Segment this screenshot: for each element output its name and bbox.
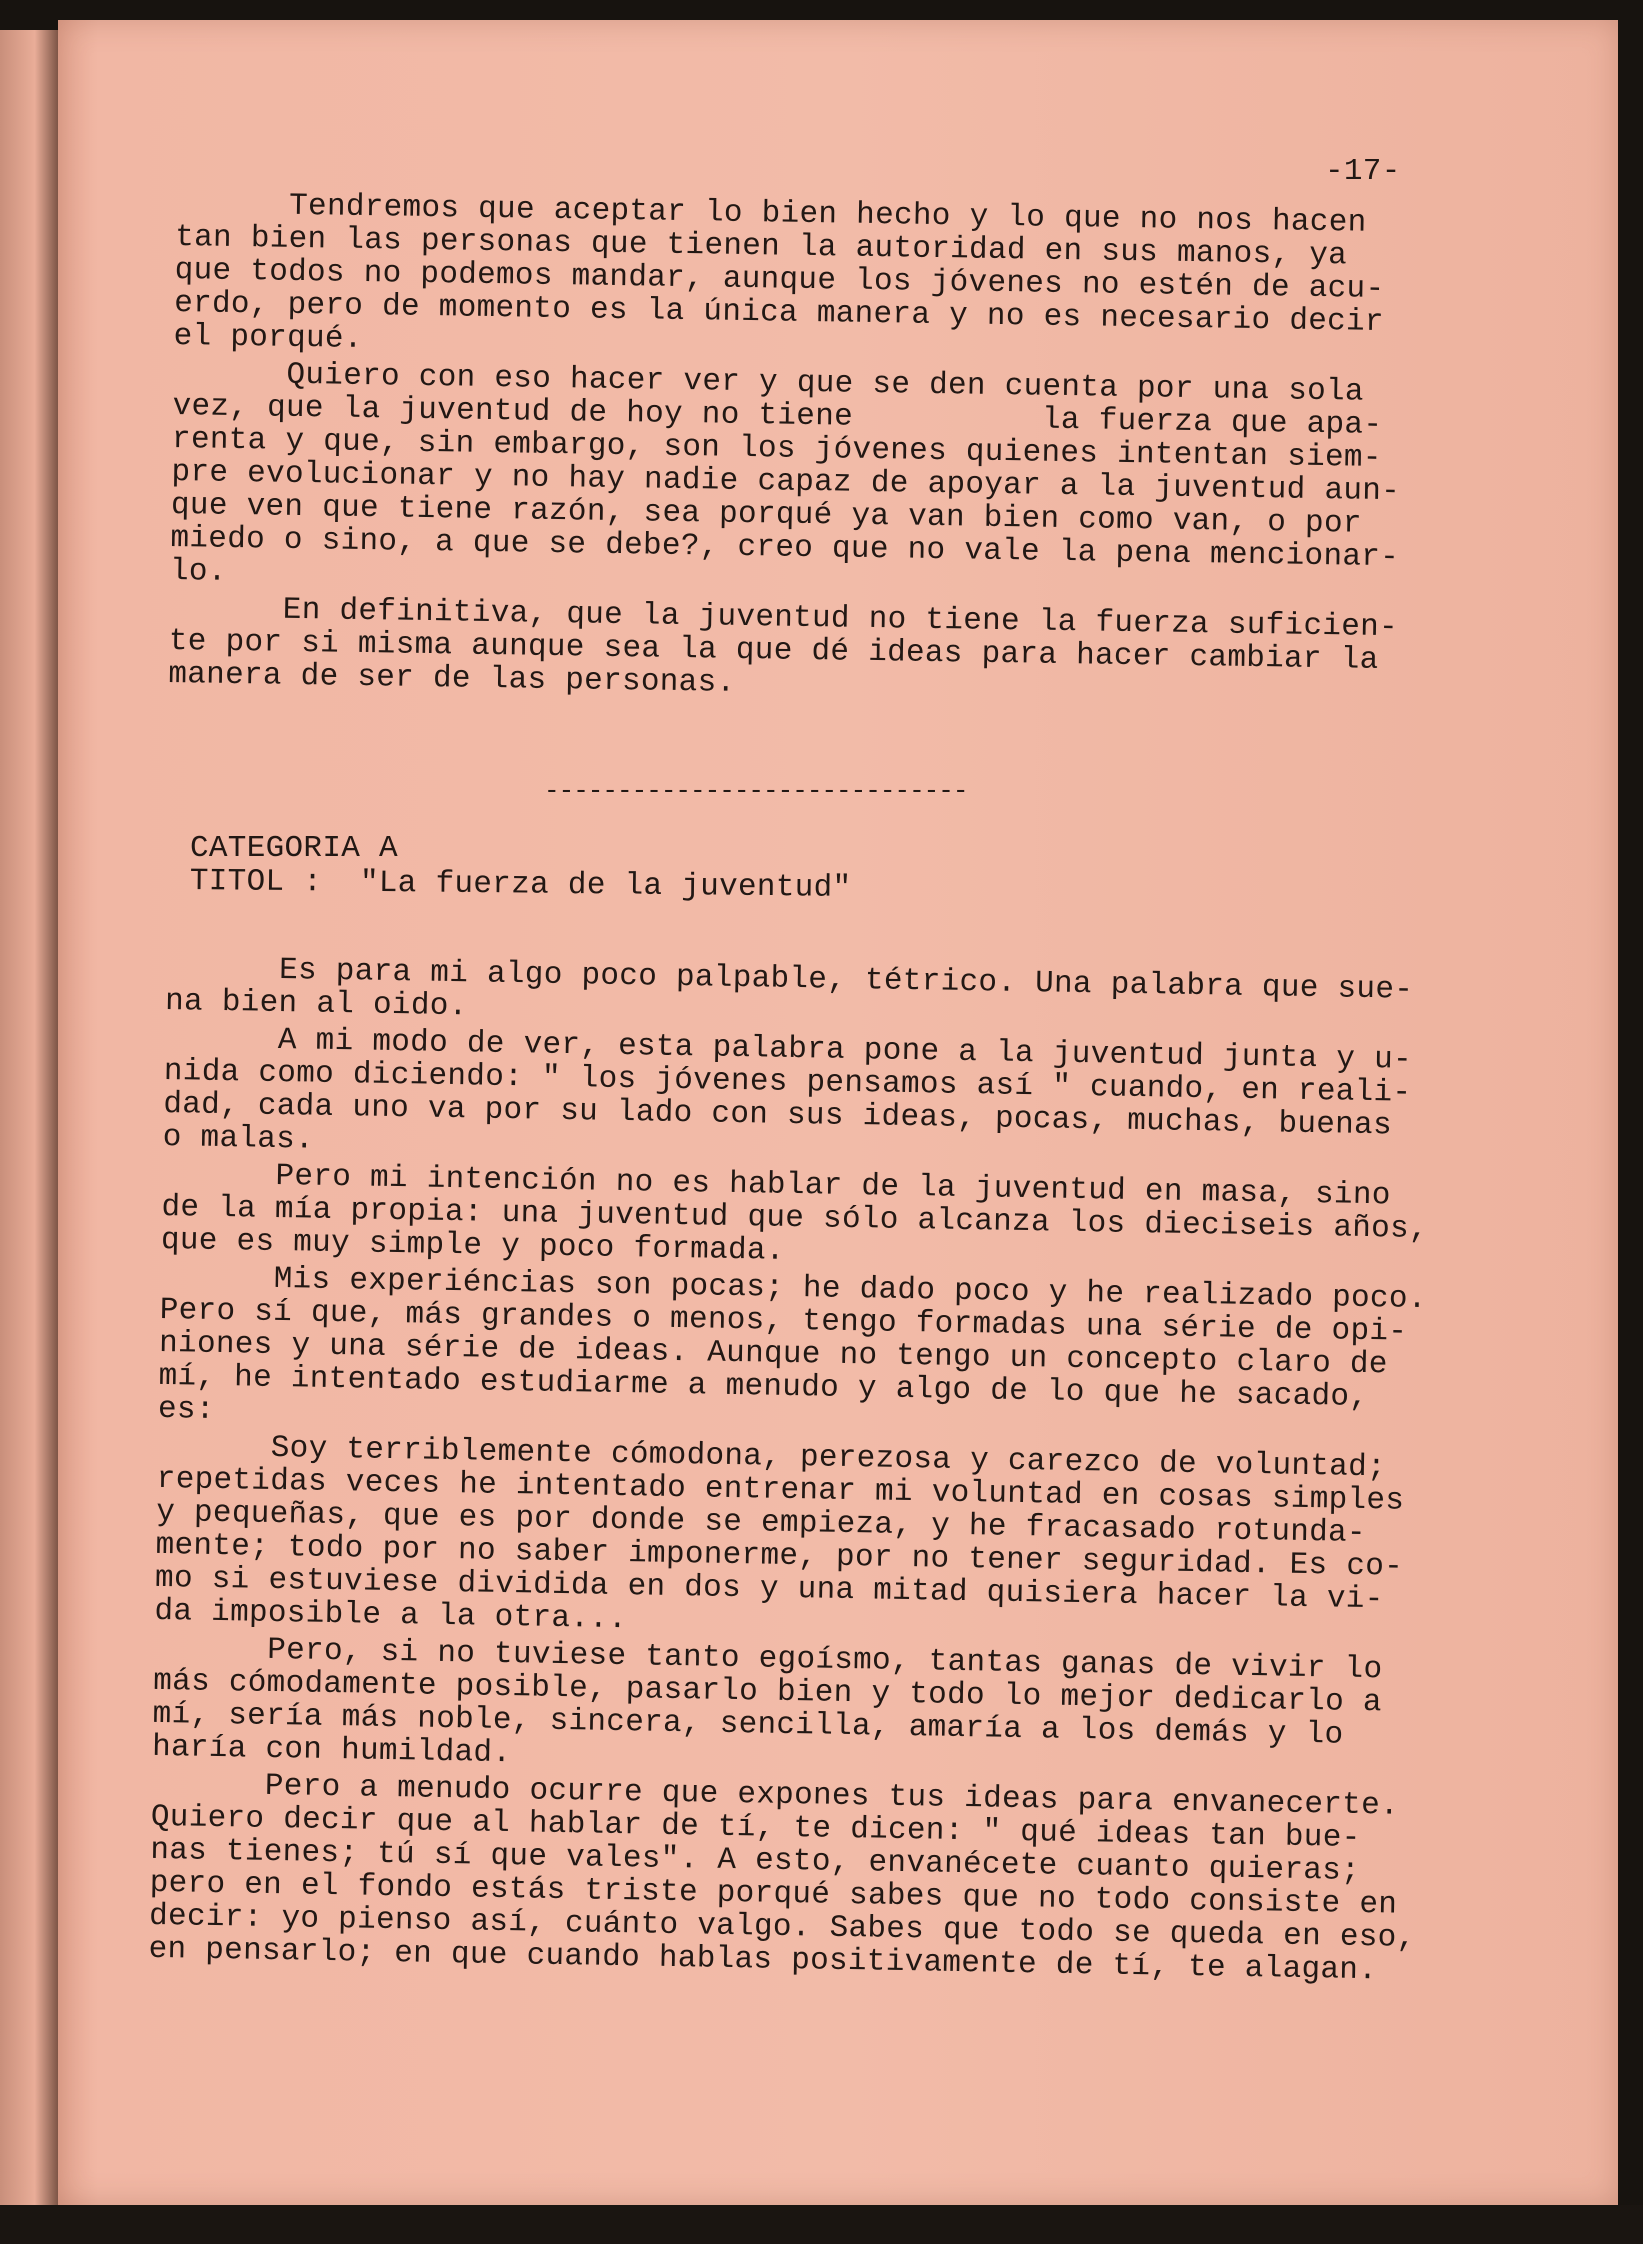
paragraph: En definitiva, que la juventud no tiene la fuerza suficien- te por si misma aunque sea la que dé ideas para hacer cambiar la manera de ser de las personas.: [168, 590, 1399, 701]
paragraph: Pero mi intención no es hablar de la juventud en masa, sino de la mía propia: una juventud que sólo alcanza los dieciseis años, que es muy simple y poco formada.: [160, 1156, 1429, 1269]
essay-section-previous: [168, 188, 1405, 714]
paragraph: Mis experiéncias son pocas; he dado poco y he realizado poco. Pero sí que, más grandes o menos, tengo formadas una série de opi- niones y una série de ideas. Aunque no tengo un concepto claro de mí, he intentado estudiarme a menudo y algo de lo que he sacado, es:: [157, 1259, 1427, 1428]
paragraph: Soy terriblemente cómodona, perezosa y carezco de voluntad; repetidas veces he intentado entrenar mi voluntad en cosas simples y pequeñas, que es por donde se empieza, y he fracasado rotunda- mente; todo por no saber imponerme, por no tener seguridad. Es co- mo si estuviese dividida en dos y una mitad quisiera hacer la vi- da imposible a la otra...: [154, 1428, 1405, 1638]
bottom-border: [0, 2205, 1643, 2244]
essay-section-body: [148, 952, 1432, 1992]
paragraph: A mi modo de ver, esta palabra pone a la juventud junta y u- nida como diciendo: " los jóvenes pensamos así " cuando, en reali- dad, cada uno va por su lado con sus ideas, pocas, muchas, buenas o malas.: [162, 1020, 1413, 1158]
category-label: CATEGORIA A: [190, 831, 398, 866]
section-separator: -----------------------------: [544, 776, 968, 806]
paragraph: Pero, si no tuviese tanto egoísmo, tantas ganas de vivir lo más cómodamente posible, pasarlo bien y todo lo mejor dedicarlo a mí, sería más noble, sincera, sencilla, amaría a los demás y lo haría con humildad.: [151, 1630, 1383, 1772]
paragraph: Pero a menudo ocurre que expones tus ideas para envanecerte. Quiero decir que al hablar de tí, te dicen: " qué ideas tan bue- nas tienes; tú sí que vales". A esto, envanécete cuanto quieras; pero en el fondo estás triste porqué sabes que no todo consiste en decir: yo pienso así, cuánto valgo. Sabes que todo se queda en eso, en pensarlo; en que cuando hablas positivamente de tí, te alagan.: [148, 1766, 1416, 1989]
page-number: -17-: [1325, 154, 1401, 189]
paragraph: Tendremos que aceptar lo bien hecho y lo que no nos hacen tan bien las personas que tienen la autoridad en sus manos, ya que todos no podemos mandar, aunque los jóvenes no estén de acu- erdo, pero de momento es la única manera y no es necesario decir el porqué.: [173, 187, 1385, 357]
book-spine-edge: [0, 30, 58, 2210]
paragraph: Quiero con eso hacer ver y que se den cuenta por una sola vez, que la juventud de hoy no tiene la fuerza que apa- renta y que, sin embargo, son los jóvenes quienes intentan siem- pre evolucionar y no hay nadie capaz de apoyar a la juventud aun- que ven que tiene razón, sea porqué ya van bien como van, o por miedo o sino, a que se debe?, creo que no vale la pena mencionar- lo.: [169, 355, 1401, 590]
paragraph: Es para mi algo poco palpable, tétrico. Una palabra que sue- na bien al oido.: [164, 951, 1414, 1025]
essay-title: TITOL : "La fuerza de la juventud": [189, 864, 852, 906]
